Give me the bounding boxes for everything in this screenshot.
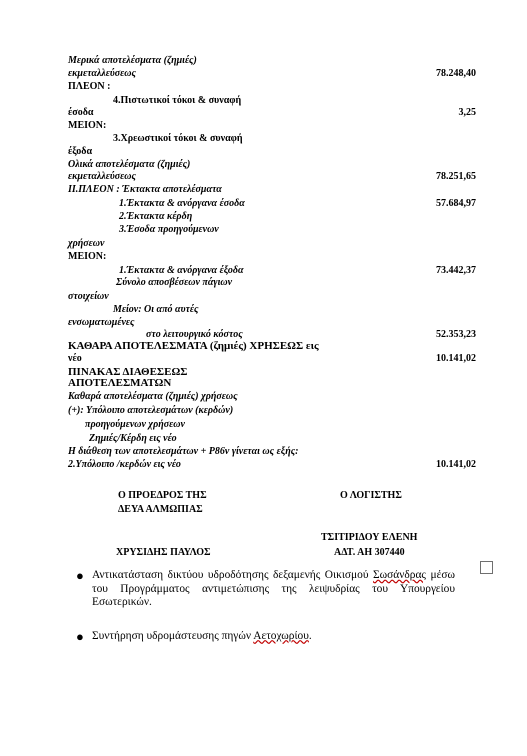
list-item xyxy=(72,630,455,644)
line-credit-interest: 4.Πιστωτικοί τόκοι & συναφή xyxy=(113,95,242,106)
line-extra-income: 1.Έκτακτα & ανόργανα έσοδα xyxy=(119,198,245,209)
amount-balance-new: 10.141,02 xyxy=(436,459,476,470)
amount-credit-interest: 3,25 xyxy=(458,107,476,118)
line-allocation-table-2: ΑΠΟΤΕΛΕΣΜΑΤΩΝ xyxy=(68,377,172,389)
line-operations-2: εκμεταλλεύσεως xyxy=(68,171,136,182)
line-total-results: Ολικά αποτελέσματα (ζημιές) xyxy=(68,159,191,170)
line-balance-results: (+): Υπόλοιπο αποτελεσμάτων (κερδών) xyxy=(68,405,234,416)
line-allocation-desc: Η διάθεση των αποτελεσμάτων + Ρ86ν γίνεται ως εξής: xyxy=(68,446,299,457)
list-item xyxy=(72,569,455,610)
line-extra-expenses: 1.Έκτακτα & ανόργανα έξοδα xyxy=(119,265,244,276)
line-minus-2: ΜΕΙΟΝ: xyxy=(68,251,107,262)
line-prior-years: χρήσεων xyxy=(68,238,105,249)
amount-operating-cost: 52.353,23 xyxy=(436,329,476,340)
line-operations-1: εκμεταλλεύσεως xyxy=(68,68,136,79)
bullet-dot-icon: ● xyxy=(76,568,84,583)
line-partial-results: Μερικά αποτελέσματα (ζημιές) xyxy=(68,55,197,66)
spellcheck-word: Αετοχωρίου xyxy=(253,629,309,642)
bullet-list xyxy=(72,569,455,643)
amount-operations-1: 78.248,40 xyxy=(436,68,476,79)
line-balance-new: 2.Υπόλοιπο /κερδών εις νέο xyxy=(68,459,181,470)
line-minus-included: Μείον: Οι από αυτές xyxy=(113,304,199,315)
bullet-text-pre: Συντήρηση υδρομάστευσης πηγών xyxy=(92,629,254,642)
line-income: έσοδα xyxy=(68,107,94,118)
line-extraordinary-header: ΙΙ.ΠΛΕΟΝ : Έκτακτα αποτελέσματα xyxy=(68,184,222,195)
line-allocation-table-1: ΠΙΝΑΚΑΣ ΔΙΑΘΕΣΕΩΣ xyxy=(68,366,188,378)
bullet-dot-icon: ● xyxy=(76,628,84,644)
spellcheck-word: Σωσάνδρας xyxy=(373,569,426,581)
corner-marker-box xyxy=(480,561,493,574)
line-operating-cost: στο λειτουργικό κόστος xyxy=(146,329,243,340)
line-prior-income: 3.Έσοδα προηγούμενων xyxy=(119,224,219,235)
line-prior-years-2: προηγούμενων χρήσεων xyxy=(85,419,185,430)
line-depreciation: Σύνολο αποσβέσεων πάγιων xyxy=(116,277,233,288)
amount-operations-2: 78.251,65 xyxy=(436,171,476,182)
accountant-id: ΑΔΤ. ΑΗ 307440 xyxy=(334,547,405,558)
amount-extra-income: 57.684,97 xyxy=(436,198,476,209)
bullet-text-post: μέσω του Προγράμματος αντιμετώπισης της λειψυδρίας του Υπουργείου Εσωτερικών. xyxy=(92,569,455,608)
line-plus: ΠΛΕΟΝ : xyxy=(68,81,111,92)
line-expenses: έξοδα xyxy=(68,146,93,157)
president-title-1: Ο ΠΡΟΕΔΡΟΣ ΤΗΣ xyxy=(118,490,207,501)
line-minus-1: ΜΕΙΟΝ: xyxy=(68,120,107,131)
amount-extra-expenses: 73.442,37 xyxy=(436,265,476,276)
line-fixed-assets: στοιχείων xyxy=(68,291,109,302)
bullet-text-post: . xyxy=(308,629,312,642)
line-net-results: ΚΑΘΑΡΑ ΑΠΟΤΕΛΕΣΜΑΤΑ (ζημιές) ΧΡΗΣΕΩΣ εις xyxy=(68,340,319,352)
amount-net-results: 10.141,02 xyxy=(436,353,476,364)
line-incorporated: ενσωματωμένες xyxy=(68,317,135,328)
president-title-2: ΔΕΥΑ ΑΛΜΩΠΙΑΣ xyxy=(118,504,203,515)
line-losses-profits: Ζημιές/Κέρδη εις νέο xyxy=(89,433,177,444)
line-net-new: νέο xyxy=(68,353,82,364)
line-extra-profit: 2.Έκτακτα κέρδη xyxy=(119,211,193,222)
line-debit-interest: 3.Χρεωστικοί τόκοι & συναφή xyxy=(113,133,243,144)
bullet-text-pre: Αντικατάσταση δικτύου υδροδότησης δεξαμενής Οικισμού xyxy=(92,569,374,581)
line-net-year-results: Καθαρά αποτελέσματα (ζημιές) χρήσεως xyxy=(68,391,238,402)
accountant-title: Ο ΛΟΓΙΣΤΗΣ xyxy=(340,490,402,501)
president-name: ΧΡΥΣΙΔΗΣ ΠΑΥΛΟΣ xyxy=(116,547,211,558)
accountant-name: ΤΣΙΤΙΡΙΔΟΥ ΕΛΕΝΗ xyxy=(321,532,418,543)
